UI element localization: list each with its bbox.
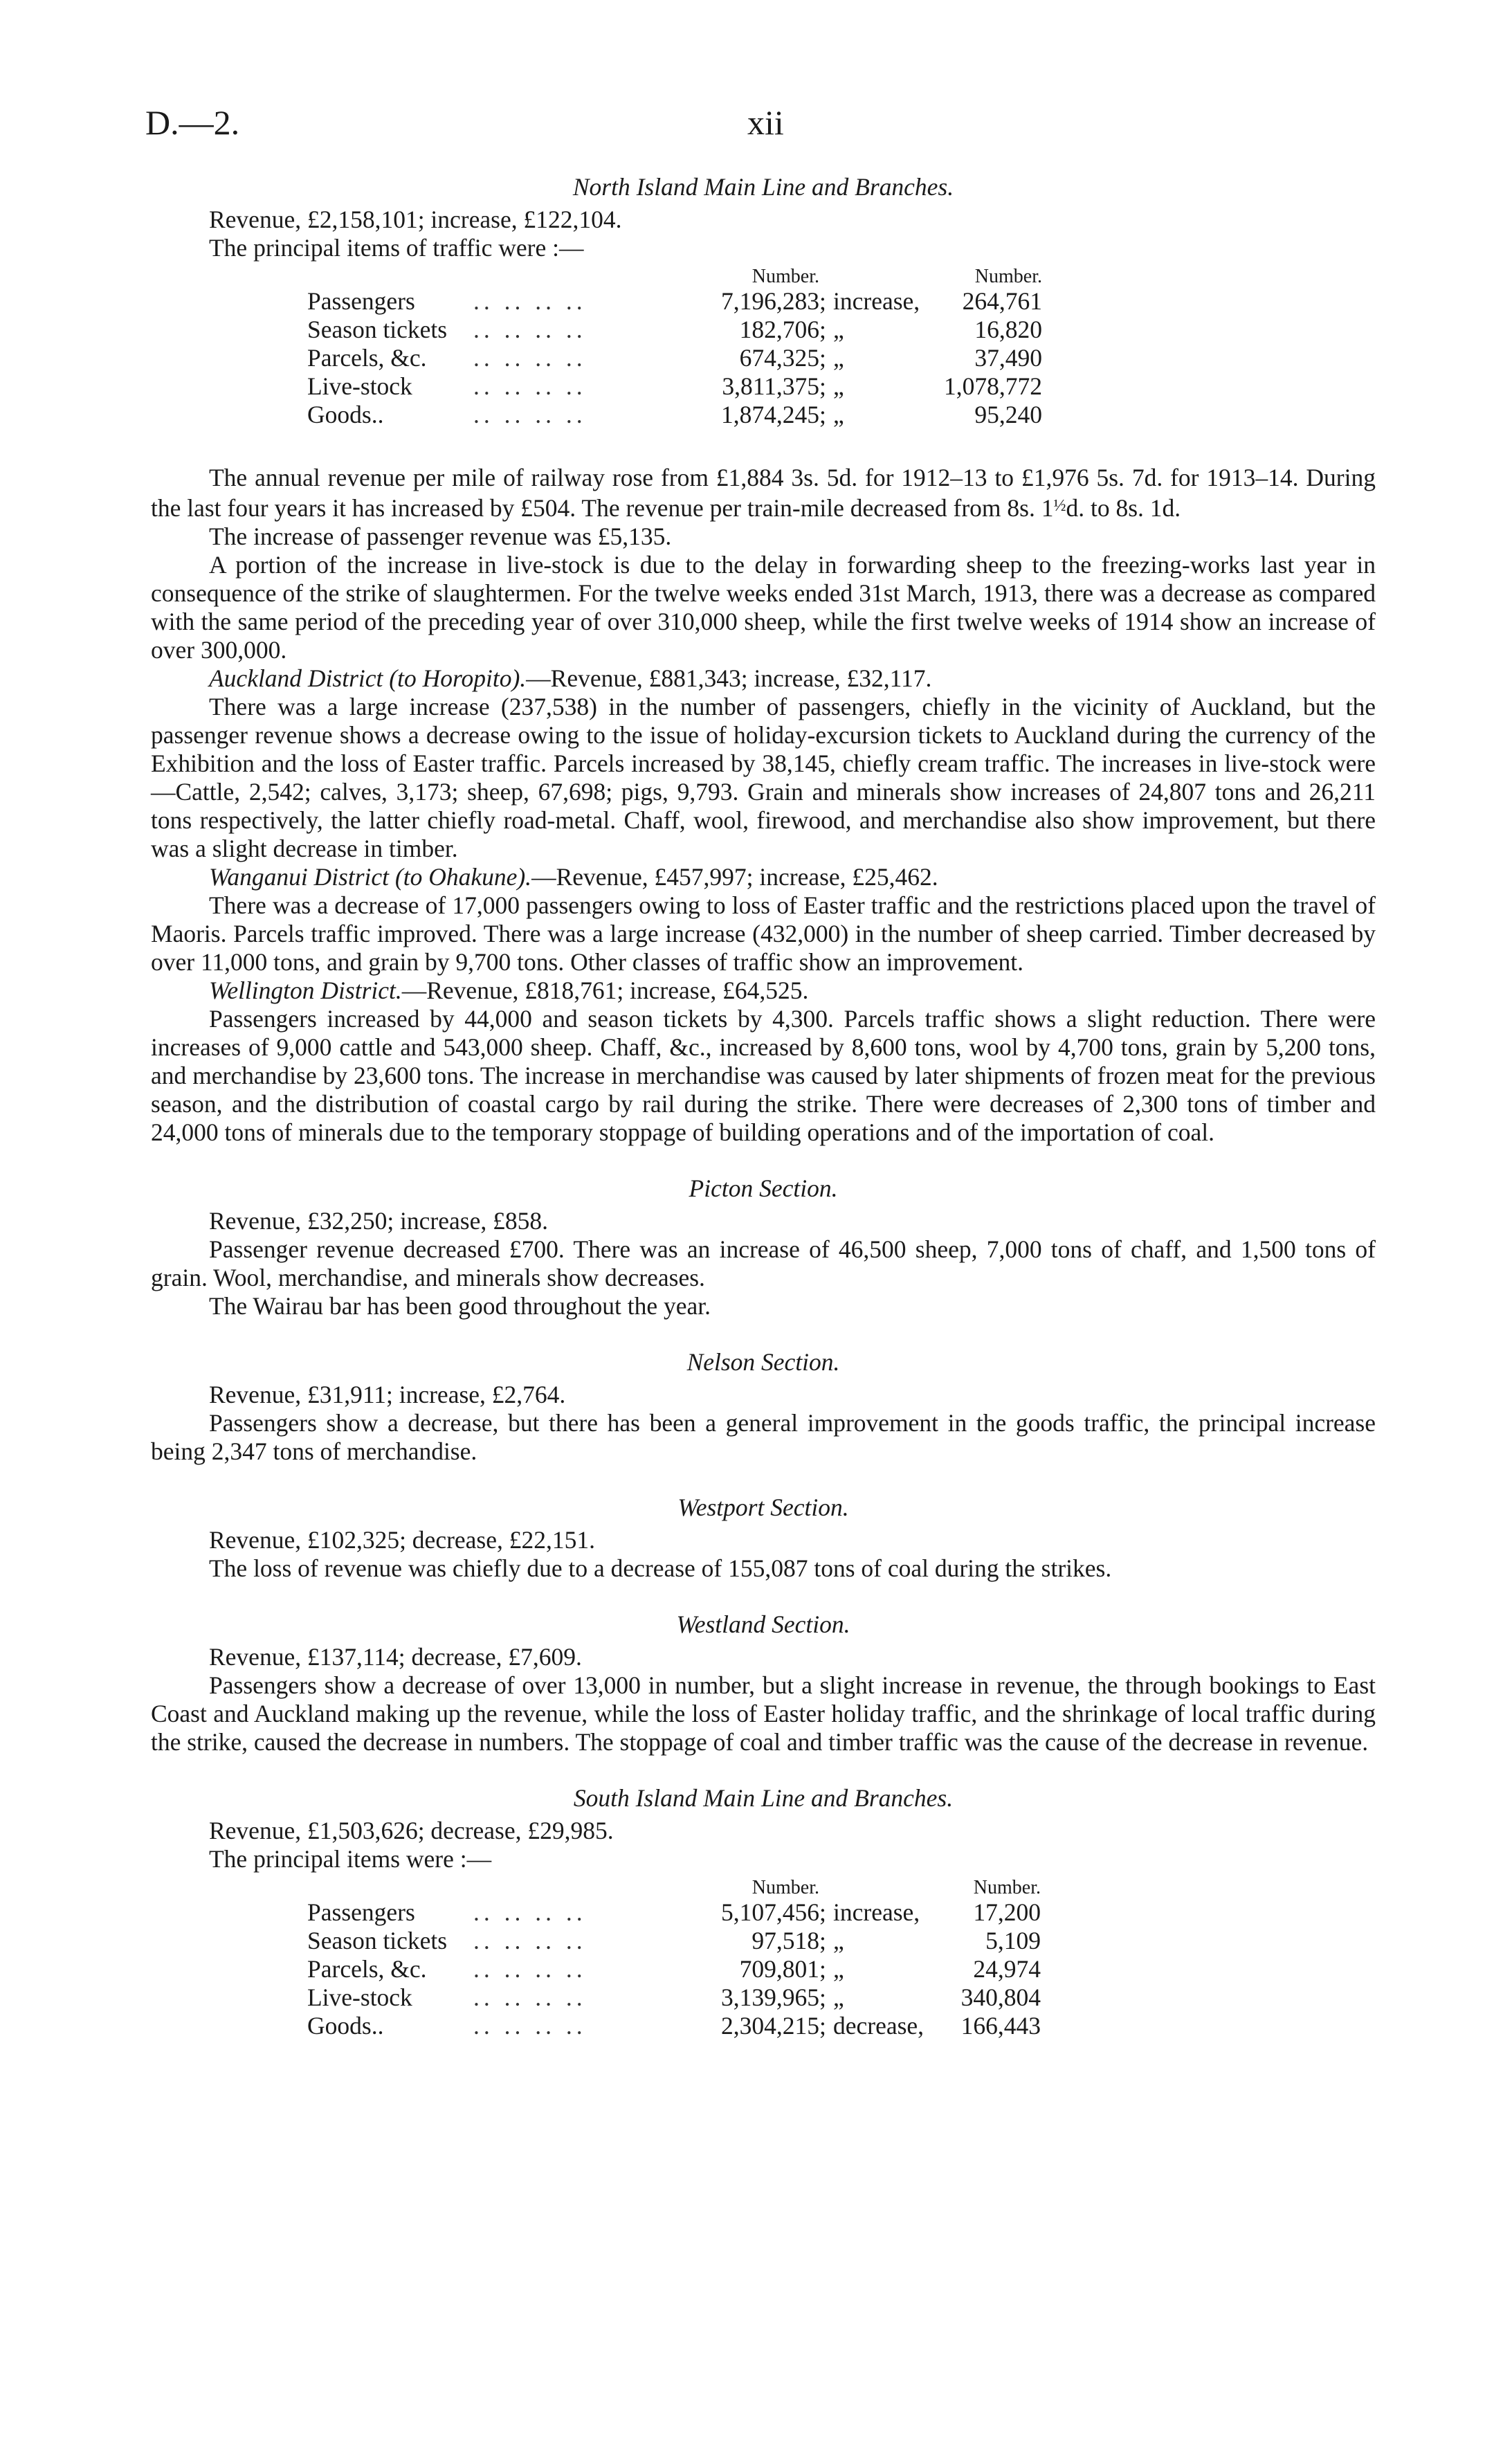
page-header [145,102,1377,151]
row-change-number: 37,490 [974,344,1042,372]
table-row [307,1983,1041,2012]
row-label: Parcels, &c. [307,1955,427,1983]
column-header: Number. [752,266,819,287]
passenger-increase-paragraph: The increase of passenger revenue was £5,135. [209,523,672,550]
row-label: Season tickets [307,1927,448,1954]
table-header-row [307,266,1042,287]
auckland-district-paragraph: There was a large increase (237,538) in the number of passengers, chiefly in the vicinity of Auckland, but the passenger revenue shows a decrease owing to the issue of holiday-excursion tickets to Auckland during the currency of the Exhibition and the loss of Easter traffic. Parcels increased by 38,145, chiefly cream traffic. The increases in live-stock were—Cattle, 2,542; calves, 3,173; sheep, 67,698; pigs, 9,793. Grain and minerals show increases of 24,807 tons and 26,211 tons respectively, the latter chiefly road-metal. Chaff, wool, firewood, and merchandise also show improvement, but there was a slight decrease in timber. [151,693,1376,862]
page-number: xii [747,103,784,142]
row-label: Live-stock [307,1983,412,2011]
leader-dots: .. .. .. .. [473,401,587,428]
leader-dots: .. .. .. .. [473,2012,587,2040]
row-change-type: „ [833,1927,844,1954]
row-number: 182,706 [739,316,819,343]
row-change-type: „ [833,1955,844,1983]
row-number: 1,874,245 [721,401,819,428]
row-change-number: 17,200 [973,1898,1041,1926]
separator: ; [819,372,826,400]
row-number: 674,325 [739,344,819,372]
south-island-revenue: Revenue, £1,503,626; decrease, £29,985. [209,1817,614,1844]
row-change-type: „ [833,1983,844,2011]
table-row [307,1927,1041,1955]
leader-dots: .. .. .. .. [473,287,587,315]
row-change-type: „ [833,344,844,372]
south-island-title: South Island Main Line and Branches. [573,1784,954,1812]
row-number: 3,139,965 [721,1983,819,2011]
nelson-section-title: Nelson Section. [686,1348,840,1376]
row-change-type: decrease, [833,2012,924,2040]
picton-revenue: Revenue, £32,250; increase, £858. [209,1207,548,1235]
westport-paragraph: The loss of revenue was chiefly due to a decrease of 155,087 tons of coal during the strikes. [209,1554,1112,1582]
row-number: 2,304,215 [721,2012,819,2040]
column-header: Number. [973,1877,1041,1898]
row-change-number: 1,078,772 [944,372,1042,400]
table-row [307,316,1042,344]
row-number: 709,801 [739,1955,819,1983]
row-change-type: increase, [833,287,920,315]
north-island-traffic-table [307,266,1042,429]
row-label: Goods.. [307,2012,384,2040]
row-change-number: 5,109 [985,1927,1041,1954]
leader-dots: .. .. .. .. [473,344,587,372]
south-island-intro: The principal items were :— [209,1845,492,1873]
row-number: 97,518 [752,1927,819,1954]
leader-dots: .. .. .. .. [473,1983,587,2011]
nelson-revenue: Revenue, £31,911; increase, £2,764. [209,1381,566,1408]
table-row [307,1898,1041,1927]
auckland-district-heading: Auckland District (to Horopito).—Revenue, £881,343; increase, £32,117. [209,664,932,692]
row-label: Parcels, &c. [307,344,427,372]
row-label: Live-stock [307,372,412,400]
picton-section-title: Picton Section. [689,1174,838,1202]
separator: ; [819,1955,826,1983]
row-label: Passengers [307,1898,415,1926]
north-island-revenue: Revenue, £2,158,101; increase, £122,104. [209,206,622,233]
table-row [307,1955,1041,1983]
westland-paragraph: Passengers show a decrease of over 13,000 in number, but a slight increase in revenue, the through bookings to East Coast and Auckland making up the revenue, while the loss of Easter holiday traffic, and the shrinkage of local traffic during the strike, caused the decrease in numbers. The stoppage of coal and timber traffic was the cause of the decrease in revenue. [151,1671,1376,1756]
leader-dots: .. .. .. .. [473,1955,587,1983]
row-change-number: 340,804 [960,1983,1041,2011]
column-header: Number. [974,266,1042,287]
table-row [307,344,1042,372]
wanganui-district-heading: Wanganui District (to Ohakune).—Revenue, £457,997; increase, £25,462. [209,863,938,891]
row-change-number: 24,974 [973,1955,1041,1983]
separator: ; [819,287,826,315]
picton-paragraph: Passenger revenue decreased £700. There was an increase of 46,500 sheep, 7,000 tons of chaff, and 1,500 tons of grain. Wool, merchandise, and minerals show decreases. [151,1235,1376,1291]
wellington-district-heading: Wellington District.—Revenue, £818,761; increase, £64,525. [209,977,809,1004]
row-number: 3,811,375 [722,372,819,400]
leader-dots: .. .. .. .. [473,1898,587,1926]
leader-dots: .. .. .. .. [473,1927,587,1954]
westport-section-title: Westport Section. [677,1493,849,1521]
wellington-district-paragraph: Passengers increased by 44,000 and season tickets by 4,300. Parcels traffic shows a slight reduction. There were increases of 9,000 cattle and 543,000 sheep. Chaff, &c., increased by 8,600 tons, wool by 4,700 tons, grain by 5,200 tons, and merchandise by 23,600 tons. The increase in merchandise was caused by later shipments of frozen meat for the previous season, and the distribution of coastal cargo by rail during the strike. There were decreases of 2,300 tons of timber and 24,000 tons of minerals due to the temporary stoppage of building operations and of the importation of coal. [151,1005,1376,1146]
westland-section-title: Westland Section. [676,1610,850,1638]
westport-revenue: Revenue, £102,325; decrease, £22,151. [209,1526,595,1554]
row-number: 5,107,456 [721,1898,819,1926]
revenue-per-mile-paragraph: The annual revenue per mile of railway rose from £1,884 3s. 5d. for 1912–13 to £1,976 5s. 7d. for 1913–14. During the last four years it has increased by £504. The revenue per train-mile decreased from 8s. $1^{\frac{1}{2}}d$. to 8s. 1d. [151,464,1376,522]
document-code: D.—2. [145,103,240,142]
separator: ; [819,316,826,343]
separator: ; [819,1898,826,1926]
page-body [151,173,1376,2075]
separator: ; [819,344,826,372]
westland-revenue: Revenue, £137,114; decrease, £7,609. [209,1643,582,1671]
row-change-type: increase, [833,1898,920,1926]
row-change-number: 16,820 [974,316,1042,343]
row-change-type: „ [833,401,844,428]
south-island-traffic-table [307,1878,1041,2040]
separator: ; [819,401,826,428]
table-header-row [307,1878,1041,1898]
row-change-number: 264,761 [962,287,1042,315]
livestock-paragraph: A portion of the increase in live-stock is due to the delay in forwarding sheep to the freezing-works last year in consequence of the strike of slaughtermen. For the twelve weeks ended 31st March, 1913, there was a decrease as compared with the same period of the preceding year of over 310,000 sheep, while the first twelve weeks of 1914 show an increase of over 300,000. [151,551,1376,664]
table-row [307,372,1042,401]
table-row [307,287,1042,316]
wanganui-district-paragraph: There was a decrease of 17,000 passengers owing to loss of Easter traffic and the restrictions placed upon the travel of Maoris. Parcels traffic improved. There was a large increase (432,000) in the number of sheep carried. Timber decreased by over 11,000 tons, and grain by 9,700 tons. Other classes of traffic show an improvement. [151,891,1376,976]
separator: ; [819,1927,826,1954]
separator: ; [819,2012,826,2040]
leader-dots: .. .. .. .. [473,316,587,343]
row-change-number: 95,240 [974,401,1042,428]
row-change-type: „ [833,372,844,400]
leader-dots: .. .. .. .. [473,372,587,400]
table-row [307,2012,1041,2040]
nelson-paragraph: Passengers show a decrease, but there has been a general improvement in the goods traffic, the principal increase being 2,347 tons of merchandise. [151,1409,1376,1465]
row-change-number: 166,443 [960,2012,1041,2040]
north-island-title: North Island Main Line and Branches. [572,173,954,201]
row-label: Goods.. [307,401,384,428]
separator: ; [819,1983,826,2011]
row-change-type: „ [833,316,844,343]
row-label: Passengers [307,287,415,315]
north-island-intro: The principal items of traffic were :— [209,234,584,262]
row-label: Season tickets [307,316,448,343]
table-row [307,401,1042,429]
column-header: Number. [752,1877,819,1898]
picton-paragraph: The Wairau bar has been good throughout the year. [209,1292,711,1320]
row-number: 7,196,283 [721,287,819,315]
